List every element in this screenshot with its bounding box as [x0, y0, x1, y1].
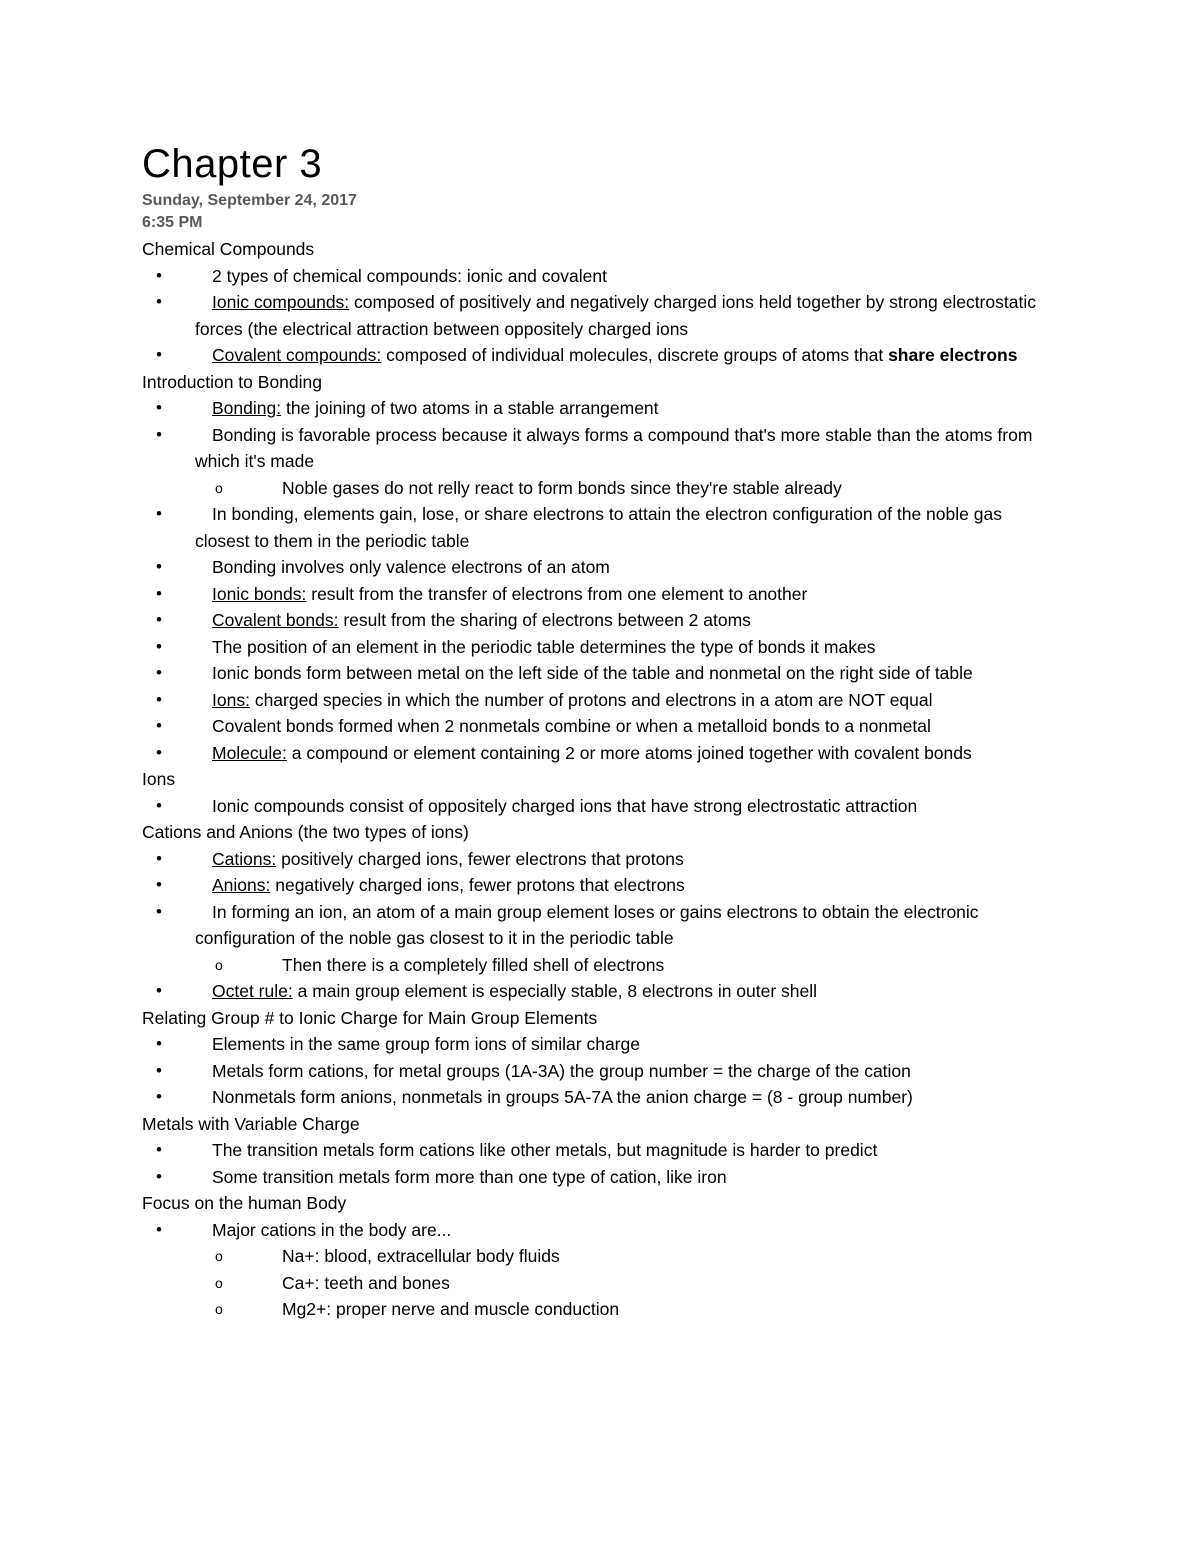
- item-text: Some transition metals form more than one type of cation, like iron: [212, 1166, 727, 1187]
- item-text: Ionic compounds consist of oppositely charged ions that have strong electrostatic attraction: [212, 795, 918, 816]
- sub-bullet-item: [142, 475, 1042, 502]
- sub-bullet-item: [142, 952, 1042, 979]
- note-body: [142, 236, 1042, 1323]
- section-heading: Relating Group # to Ionic Charge for Main Group Elements: [142, 1007, 598, 1028]
- term-label: Anions:: [212, 875, 271, 895]
- bullet-icon: •: [156, 689, 162, 709]
- bullet-item: [142, 422, 1042, 475]
- note-section: [142, 1111, 1042, 1191]
- item-text: Bonding is favorable process because it always forms a compound that's more stable than the atoms from which it's made: [195, 424, 1033, 471]
- bullet-icon: •: [156, 265, 162, 285]
- bullet-icon: •: [156, 1060, 162, 1080]
- note-section: [142, 1005, 1042, 1111]
- bullet-item: [142, 342, 1042, 369]
- bullet-item: [142, 501, 1042, 554]
- item-text: Noble gases do not relly react to form bonds since they're stable already: [282, 477, 842, 498]
- note-date: Sunday, September 24, 2017: [142, 192, 357, 209]
- section-heading: Introduction to Bonding: [142, 371, 322, 392]
- hollow-bullet-icon: o: [215, 1301, 223, 1317]
- bullet-icon: •: [156, 636, 162, 656]
- page-title: Chapter 3: [142, 142, 323, 186]
- note-section: [142, 369, 1042, 767]
- bullet-icon: •: [156, 795, 162, 815]
- bullet-list: [142, 846, 1042, 1005]
- section-heading: Chemical Compounds: [142, 239, 315, 259]
- item-text: Na+: blood, extracellular body fluids: [282, 1246, 560, 1266]
- bullet-icon: •: [156, 1034, 162, 1053]
- emphasis-text: share electrons: [888, 345, 1018, 365]
- item-text: a compound or element containing 2 or more atoms joined together with covalent bonds: [286, 742, 972, 763]
- term-label: Covalent compounds:: [212, 345, 382, 365]
- term-label: Bonding:: [212, 398, 282, 418]
- hollow-bullet-icon: o: [215, 1274, 223, 1291]
- bullet-icon: •: [156, 742, 162, 762]
- item-text: In forming an ion, an atom of a main group element loses or gains electrons to obtain the electronic configuration of the noble gas closest to it in the periodic table: [195, 901, 979, 948]
- hollow-bullet-icon: o: [215, 1248, 223, 1264]
- bullet-item: [142, 793, 1042, 820]
- sub-bullet-item: [142, 1270, 1042, 1297]
- bullet-icon: •: [156, 981, 162, 1000]
- term-label: Cations:: [212, 848, 277, 869]
- bullet-item: [142, 660, 1042, 687]
- bullet-item: [142, 1137, 1042, 1164]
- item-text: Covalent bonds formed when 2 nonmetals combine or when a metalloid bonds to a nonmetal: [212, 716, 931, 736]
- item-text: The transition metals form cations like other metals, but magnitude is harder to predict: [212, 1140, 878, 1160]
- item-text: Bonding involves only valence electrons of an atom: [212, 557, 610, 577]
- bullet-item: [142, 1164, 1042, 1191]
- bullet-item: [142, 846, 1042, 873]
- bullet-icon: •: [156, 1087, 162, 1106]
- bullet-item: [142, 554, 1042, 581]
- item-text: Mg2+: proper nerve and muscle conduction: [282, 1299, 620, 1319]
- item-text: Metals form cations, for metal groups (1A-3A) the group number = the charge of the cation: [212, 1060, 911, 1081]
- bullet-item: [142, 607, 1042, 634]
- note-section: [142, 1190, 1042, 1323]
- bullet-item: [142, 289, 1042, 342]
- item-text: Then there is a completely filled shell of electrons: [282, 954, 665, 975]
- note-section: [142, 766, 1042, 819]
- item-text: charged species in which the number of protons and electrons in a atom are NOT equal: [249, 689, 933, 710]
- term-label: Molecule:: [212, 742, 287, 763]
- term-label: Ions:: [212, 689, 250, 710]
- section-heading: Ions: [142, 769, 176, 789]
- bullet-item: [142, 713, 1042, 740]
- item-text: Major cations in the body are...: [212, 1219, 452, 1240]
- bullet-icon: •: [156, 292, 162, 311]
- bullet-icon: •: [156, 716, 162, 735]
- hollow-bullet-icon: o: [215, 479, 223, 496]
- bullet-list: [142, 1217, 1042, 1323]
- section-heading: Cations and Anions (the two types of ions): [142, 822, 469, 842]
- bullet-icon: •: [156, 875, 162, 894]
- bullet-list: [142, 263, 1042, 369]
- item-text: 2 types of chemical compounds: ionic and covalent: [212, 265, 607, 286]
- bullet-icon: •: [156, 663, 162, 682]
- bullet-icon: •: [156, 848, 162, 868]
- bullet-item: [142, 395, 1042, 422]
- item-text: result from the sharing of electrons between 2 atoms: [338, 610, 751, 630]
- item-text: composed of individual molecules, discrete groups of atoms that: [381, 345, 889, 365]
- bullet-item: [142, 687, 1042, 714]
- section-heading: Focus on the human Body: [142, 1193, 347, 1213]
- hollow-bullet-icon: o: [215, 956, 223, 973]
- bullet-item: [142, 1031, 1042, 1058]
- item-text: Elements in the same group form ions of similar charge: [212, 1034, 640, 1054]
- bullet-icon: •: [156, 398, 162, 417]
- item-text: composed of positively and negatively charged ions held together by strong electrostatic forces (the electrical attraction between oppositely charged ions: [195, 292, 1036, 339]
- bullet-icon: •: [156, 504, 162, 523]
- term-label: Covalent bonds:: [212, 610, 339, 630]
- note-section: [142, 819, 1042, 1005]
- item-text: Ca+: teeth and bones: [282, 1272, 450, 1293]
- item-text: the joining of two atoms in a stable arrangement: [281, 398, 659, 418]
- bullet-item: [142, 634, 1042, 661]
- bullet-item: [142, 740, 1042, 767]
- item-text: Nonmetals form anions, nonmetals in groups 5A-7A the anion charge = (8 - group number): [212, 1087, 913, 1107]
- term-label: Ionic compounds:: [212, 292, 350, 312]
- sub-bullet-item: [142, 1296, 1042, 1323]
- term-label: Octet rule:: [212, 981, 293, 1001]
- bullet-item: [142, 263, 1042, 290]
- bullet-item: [142, 1084, 1042, 1111]
- term-label: Ionic bonds:: [212, 583, 307, 604]
- note-time: 6:35 PM: [142, 214, 203, 231]
- bullet-list: [142, 1031, 1042, 1111]
- item-text: result from the transfer of electrons from one element to another: [306, 583, 808, 604]
- item-text: positively charged ions, fewer electrons that protons: [276, 848, 684, 869]
- bullet-list: [142, 395, 1042, 766]
- bullet-list: [142, 1137, 1042, 1190]
- bullet-icon: •: [156, 1166, 162, 1186]
- bullet-icon: •: [156, 901, 162, 921]
- item-text: Ionic bonds form between metal on the left side of the table and nonmetal on the right side of table: [212, 663, 973, 683]
- item-text: negatively charged ions, fewer protons that electrons: [270, 875, 685, 895]
- section-heading: Metals with Variable Charge: [142, 1113, 360, 1134]
- item-text: The position of an element in the periodic table determines the type of bonds it makes: [212, 636, 876, 657]
- bullet-item: [142, 978, 1042, 1005]
- bullet-icon: •: [156, 1219, 162, 1239]
- sub-bullet-item: [142, 1243, 1042, 1270]
- bullet-icon: •: [156, 583, 162, 603]
- note-section: [142, 236, 1042, 369]
- bullet-item: [142, 1058, 1042, 1085]
- bullet-icon: •: [156, 610, 162, 629]
- bullet-list: [142, 793, 1042, 820]
- bullet-item: [142, 581, 1042, 608]
- bullet-item: [142, 1217, 1042, 1244]
- bullet-icon: •: [156, 557, 162, 576]
- bullet-icon: •: [156, 1140, 162, 1159]
- item-text: In bonding, elements gain, lose, or share electrons to attain the electron configuration of the noble gas closest to them in the periodic table: [195, 504, 1002, 551]
- bullet-icon: •: [156, 424, 162, 444]
- bullet-item: [142, 872, 1042, 899]
- note-page: [142, 140, 1042, 1323]
- bullet-icon: •: [156, 345, 162, 364]
- item-text: a main group element is especially stable, 8 electrons in outer shell: [292, 981, 818, 1001]
- bullet-item: [142, 899, 1042, 952]
